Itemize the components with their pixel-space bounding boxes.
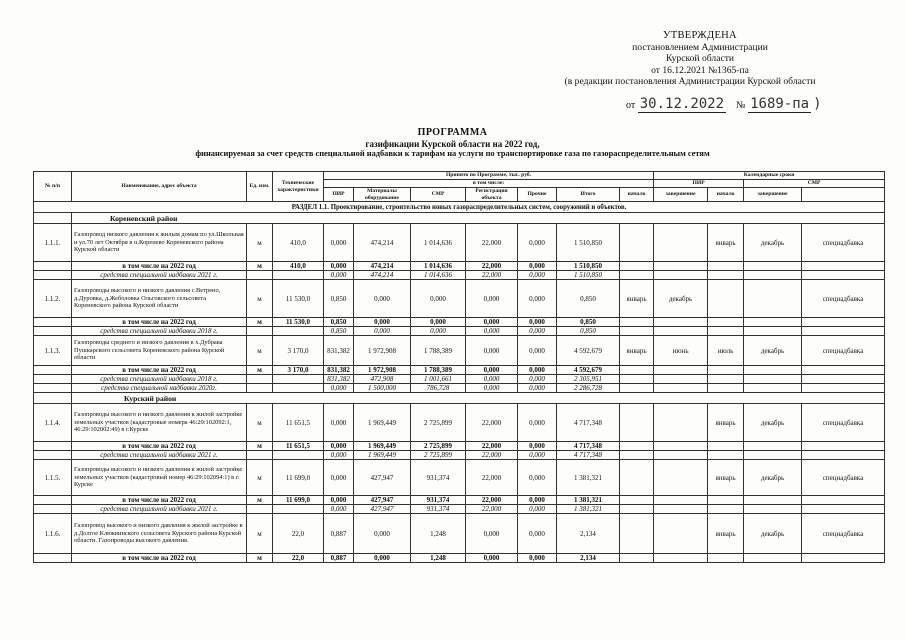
subtotal-row: в том числе на 2022 год м 11 651,5 0,000 1 969,449 2 725,899 22,000 0,000 4 717,348: [34, 442, 885, 451]
header-total: Итого: [557, 188, 620, 202]
table-row: 1.1.3. Газопроводы среднего и низкого давления в х.Дубрава Пушкарского сельсовета Кореневского района Курской области м 3 170,0 831,382 1 972,908 1 788,389 0,000 0,000 4 592,679 январь июнь июль декабрь спецнадбавка: [34, 336, 885, 366]
header-cal-smr: СМР: [744, 180, 885, 188]
header-smr: СМР: [411, 188, 466, 202]
funds-row: средства специальной надбавки 2018 г. 0,850 0,000 0,000 0,000 0,000 0,850: [34, 327, 885, 336]
district-korenevsky: Кореневский район: [72, 213, 885, 224]
program-subtitle-2: финансируемая за счет средств специальной надбавки к тарифам на услуги по транспортировке газа по газораспределительным сетям: [195, 149, 710, 159]
table-row: 1.1.6. Газопровод высокого и низкого давления к жилой застройке в д.Долгое Клюквинского сельсовета Курского района Курской области. Газопроводы высокого давления. м 22,0 0,887 0,000 1,248 0,000 0,000 2,134 январь декабрь спецнадбавка: [34, 514, 885, 554]
table-row: 1.1.1. Газопровод низкого давления к жилым домам по ул.Школьная и ул.70 лет Октября в п.Коренево Кореневского района Курской области м 410,0 0,000 474,214 1 014,636 22,000 0,000 1 510,850 январь декабрь спецнадбавка: [34, 224, 885, 262]
header-materials: Материалы оборудование: [354, 188, 411, 202]
header-other: Прочие: [518, 188, 557, 202]
section-title: РАЗДЕЛ 1.1. Проектирование, строительство новых газораспределительных систем, сооружений и объектов.: [34, 202, 885, 213]
approval-line-2: Курской области: [665, 53, 735, 65]
subtotal-row: в том числе на 2022 год м 410,0 0,000 474,214 1 014,636 22,000 0,000 1 510,850: [34, 262, 885, 271]
header-start: начало: [620, 188, 654, 202]
table-row: 1.1.2. Газопроводы высокого и низкого давления с.Ветрено, д.Дуровка, д.Жеболовка Ольговского сельсовета Кореневского района Курской области м 11 530,0 0,850 0,000 0,000 0,000 0,000 0,850 январь декабрь спецнадбавка: [34, 280, 885, 318]
funds-row: средства специальной надбавки 2021 г. 0,000 474,214 1 014,636 22,000 0,000 1 510,850: [34, 271, 885, 280]
program-title: ПРОГРАММА: [417, 127, 488, 138]
program-heading: [0, 128, 905, 160]
funds-row: средства специальной надбавки 2021 г. 0,000 1 969,449 2 725,899 22,000 0,000 4 717,348: [34, 451, 885, 460]
revision-line: [626, 96, 824, 112]
header-end-2: завершение: [744, 188, 802, 202]
subtotal-row: в том числе на 2022 год м 3 170,0 831,382 1 972,908 1 788,389 0,000 0,000 4 592,679: [34, 366, 885, 375]
district-kursky: Курский район: [72, 393, 885, 404]
revision-date: 30.12.2022: [639, 96, 725, 112]
approval-line-4: (в редакции постановления Администрации Курской области: [564, 76, 816, 88]
header-unit: Ед. изм.: [247, 172, 273, 202]
header-registration: Регистрация объекта: [466, 188, 518, 202]
funds-row: средства специальной надбавки 2018 г. 831,382 472,908 1 001,661 0,000 0,000 2 305,951: [34, 375, 885, 384]
header-end: завершение: [654, 188, 708, 202]
revision-suffix: ): [813, 96, 822, 112]
approval-line-1: постановлением Администрации: [632, 41, 768, 53]
header-pir: ПИР: [324, 188, 354, 202]
program-subtitle: газификации Курской области на 2022 год,: [365, 138, 540, 149]
revision-number: 1689-па: [750, 96, 810, 112]
header-num: № п/п: [34, 172, 72, 202]
header-accepted: Принято по Программе, тыс. руб.: [324, 172, 654, 180]
header-cal-pir: ПИР: [654, 180, 744, 188]
approval-line-3: от 16.12.2021 №1365-па: [651, 64, 749, 76]
program-table: [33, 171, 885, 563]
header-start-2: начало: [708, 188, 744, 202]
approval-title: УТВЕРЖДЕНА: [663, 30, 737, 41]
funds-row: средства специальной надбавки 2020г. 0,000 1 500,000 786,728 0,000 0,000 2 286,728: [34, 384, 885, 393]
approval-block: [560, 30, 840, 88]
table-row: 1.1.5. Газопроводы высокого и низкого давления к жилой застройке земельных участков (кадастровый номер 46:29:102094:1) в г. Курске м 11 699,0 0,000 427,947 931,374 22,000 0,000 1 381,321 январь декабрь спецнадбавка: [34, 460, 885, 496]
header-name: Наименование, адрес объекта: [72, 172, 247, 202]
revision-no-sign: №: [736, 100, 746, 111]
revision-prefix: от: [626, 100, 636, 111]
subtotal-row: в том числе на 2022 год м 11 530,0 0,850 0,000 0,000 0,000 0,000 0,850: [34, 318, 885, 327]
subtotal-row: в том числе на 2022 год м 11 699,0 0,000 427,947 931,374 22,000 0,000 1 381,321: [34, 496, 885, 505]
table-row: 1.1.4. Газопроводы высокого и низкого давления к жилой застройке земельных участков (кадастровые номера 46:29:102092:1, 46:29:102002:49) в г.Курске м 11 651,5 0,000 1 969,449 2 725,899 22,000 0,000 4 717,348 январь декабрь спецнадбавка: [34, 404, 885, 442]
header-including: в том числе:: [324, 180, 654, 188]
header-calendar: Календарные сроки: [654, 172, 885, 180]
subtotal-row: в том числе на 2022 год м 22,0 0,887 0,000 1,248 0,000 0,000 2,134: [34, 554, 885, 563]
funds-row: средства специальной надбавки 2021 г. 0,000 427,947 931,374 22,000 0,000 1 381,321: [34, 505, 885, 514]
header-tech: Технические характеристики: [273, 172, 324, 202]
